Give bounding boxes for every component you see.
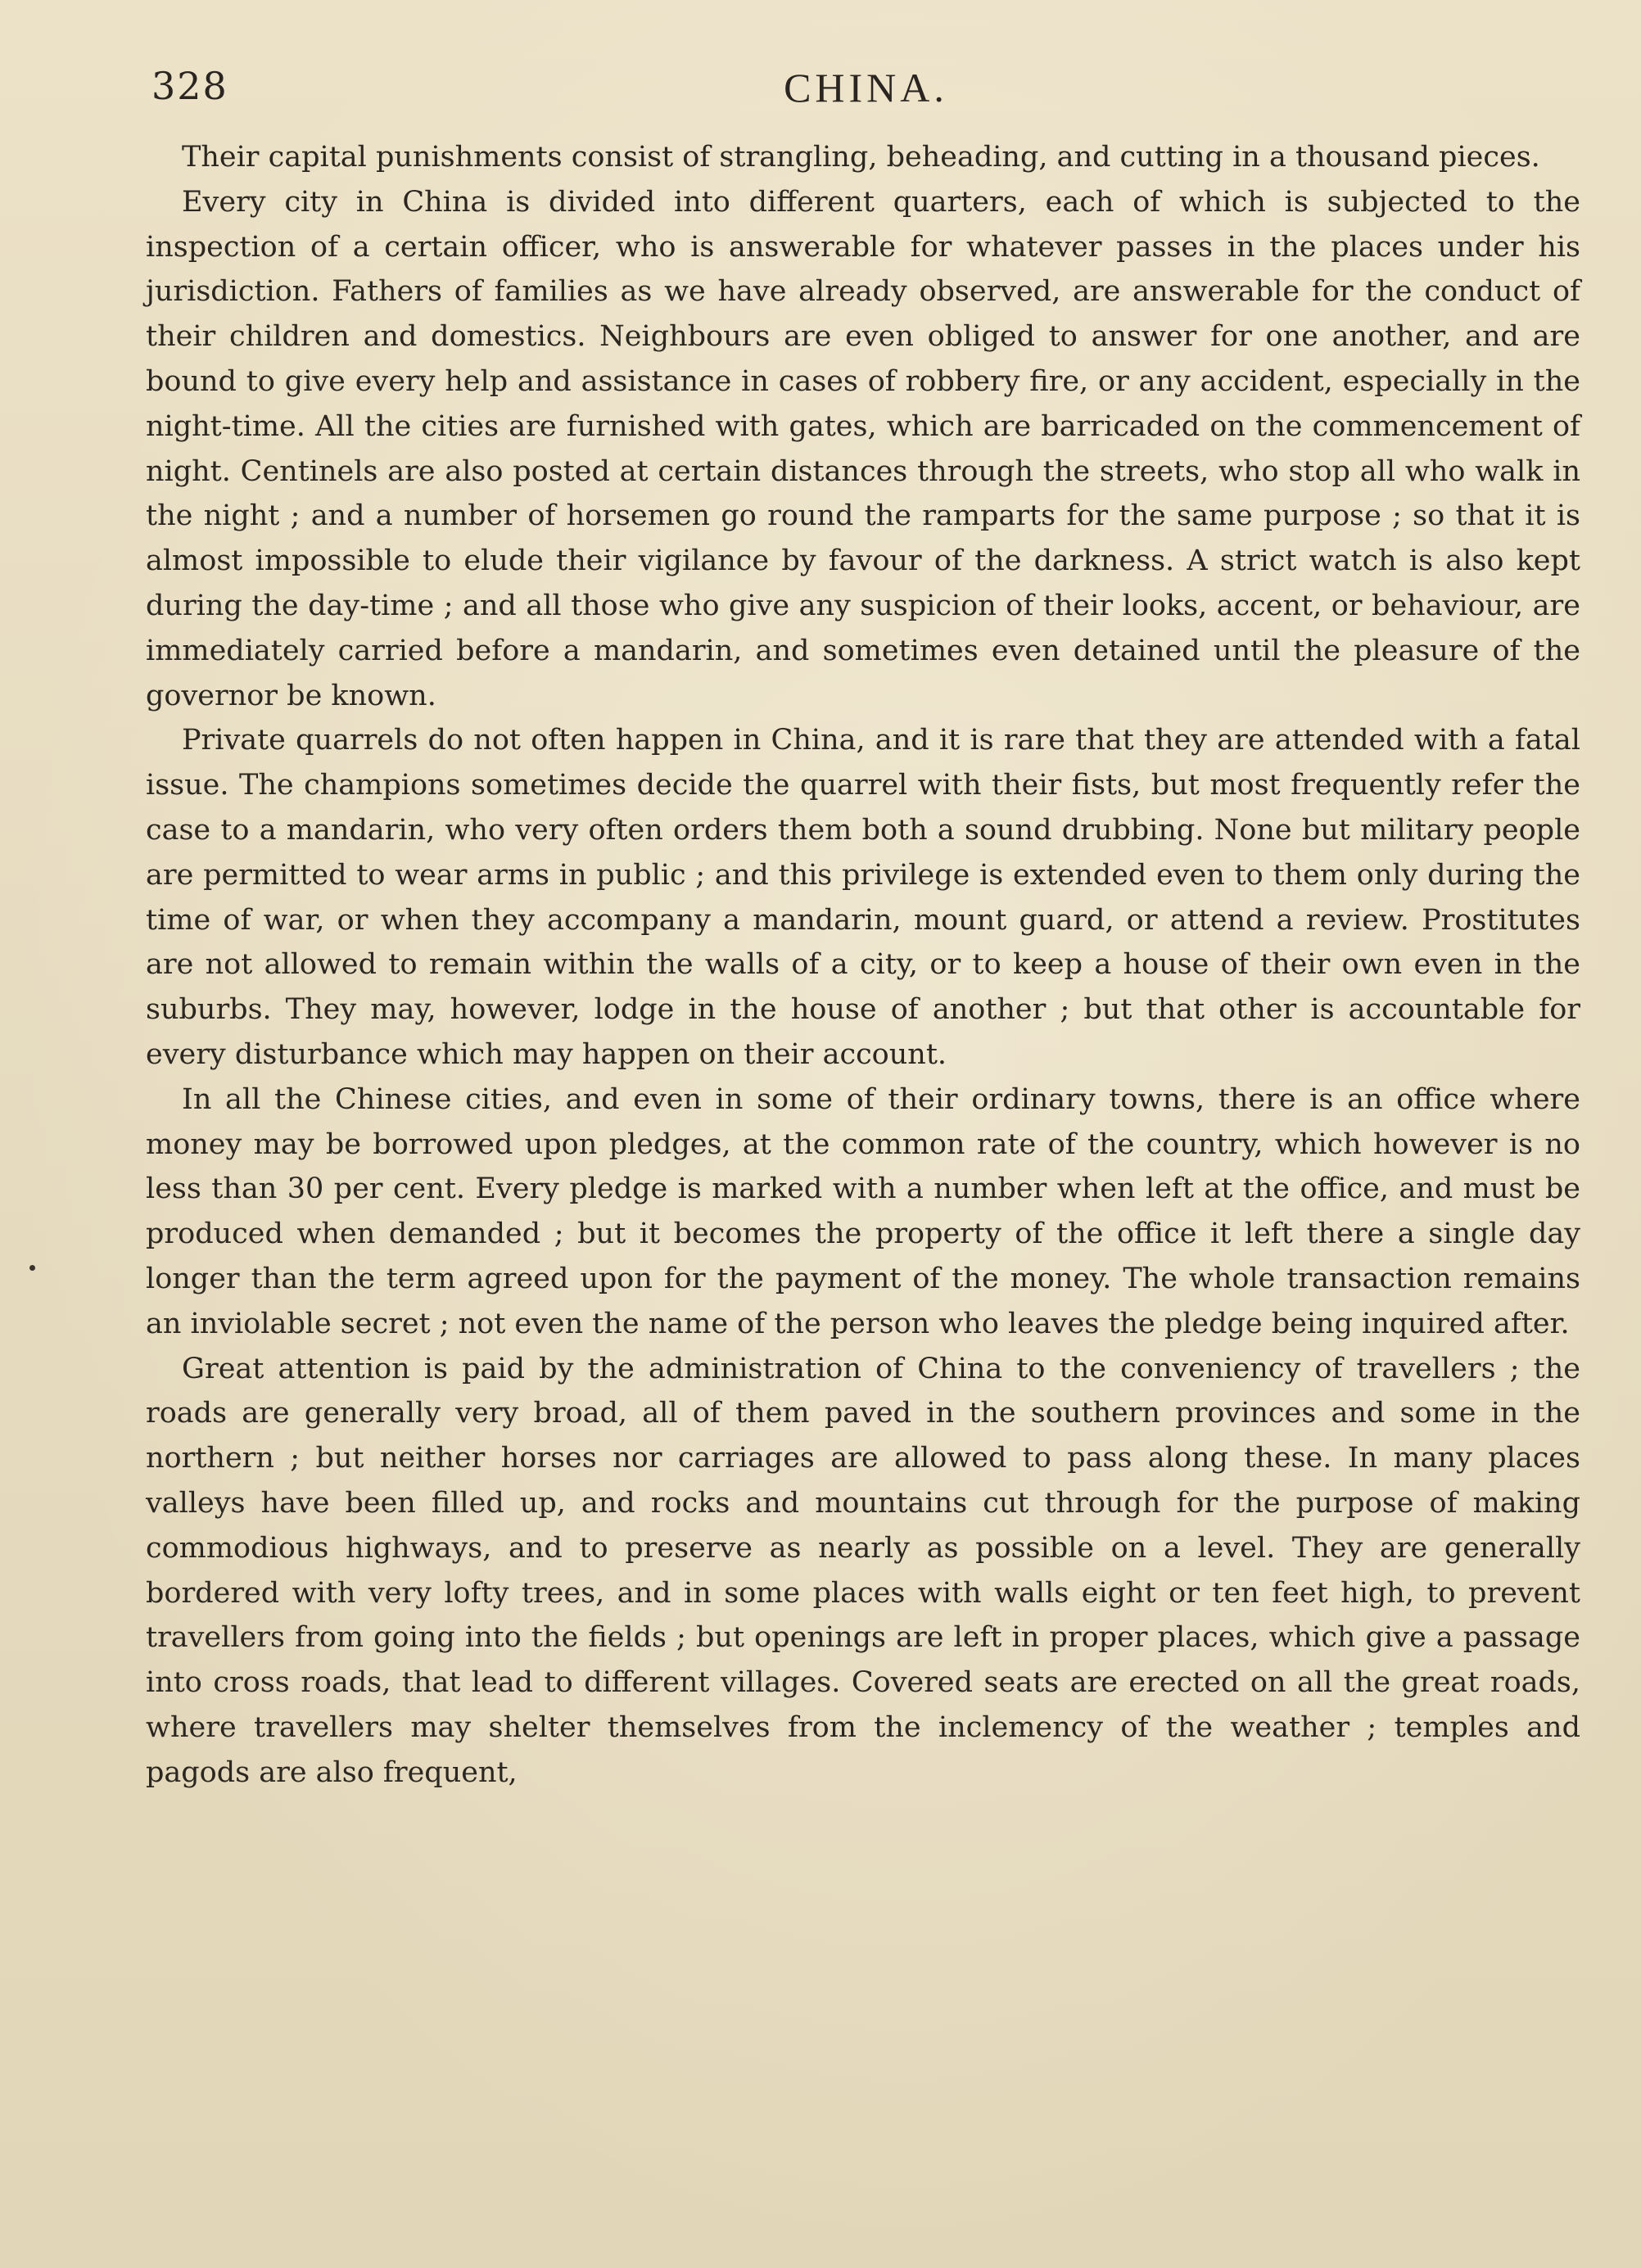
paragraph: Private quarrels do not often happen in China, and it is rare that they are attended with a fatal issue. The champions sometimes decide the quarrel with their fists, but most frequently refer the case to a mandarin, who very often orders them both a sound drubbing. None but military people are permitted to wear arms in public ; and this privilege is extended even to them only during the time of war, or when they accompany a mandarin, mount guard, or attend a review. Prostitutes are not allowed to remain within the walls of a city, or to keep a house of their own even in the suburbs. They may, however, lodge in the house of another ; but that other is accountable for every disturbance which may happen on their account.: [146, 724, 1580, 1071]
page-header: [151, 64, 1580, 121]
paragraph: Their capital punishments consist of strangling, beheading, and cutting in a thousand pieces.: [182, 141, 1540, 174]
body-text: [146, 135, 1580, 1795]
page-number: 328: [151, 64, 228, 108]
paragraph: In all the Chinese cities, and even in some of their ordinary towns, there is an office where money may be borrowed upon pledges, at the common rate of the country, which however is no less than 30 per cent. Every pledge is marked with a number when left at the office, and must be produced when demanded ; but it becomes the property of the office it left there a single day longer than the term agreed upon for the payment of the money. The whole transaction remains an inviolable secret ; not even the name of the person who leaves the pledge being inquired after.: [146, 1082, 1580, 1340]
paragraph: Great attention is paid by the administration of China to the conveniency of travellers ; the roads are generally very broad, all of them paved in the southern provinces and some in the northern ; but neither horses nor carriages are allowed to pass along these. In many places valleys have been filled up, and rocks and mountains cut through for the purpose of making commodious highways, and to preserve as nearly as possible on a level. They are generally bordered with very lofty trees, and in some places with walls eight or ten feet high, to prevent travellers from going into the fields ; but openings are left in proper places, which give a passage into cross roads, that lead to different villages. Covered seats are erected on all the great roads, where travellers may shelter themselves from the inclemency of the weather ; temples and pagods are also frequent,: [146, 1352, 1580, 1789]
paragraph: Every city in China is divided into different quarters, each of which is subjected to the inspection of a certain officer, who is answerable for whatever passes in the places under his jurisdiction. Fathers of families as we have already observed, are answerable for the conduct of their children and domestics. Neighbours are even obliged to answer for one another, and are bound to give every help and assistance in cases of robbery fire, or any accident, especially in the night-time. All the cities are furnished with gates, which are barricaded on the commencement of night. Centinels are also posted at certain distances through the streets, who stop all who walk in the night ; and a number of horsemen go round the ramparts for the same purpose ; so that it is almost impossible to elude their vigilance by favour of the darkness. A strict watch is also kept during the day-time ; and all those who give any suspicion of their looks, accent, or behaviour, are immediately carried before a mandarin, and sometimes even detained until the pleasure of the governor be known.: [146, 185, 1580, 712]
ink-speck: [29, 1265, 35, 1271]
running-title: CHINA.: [784, 65, 948, 111]
